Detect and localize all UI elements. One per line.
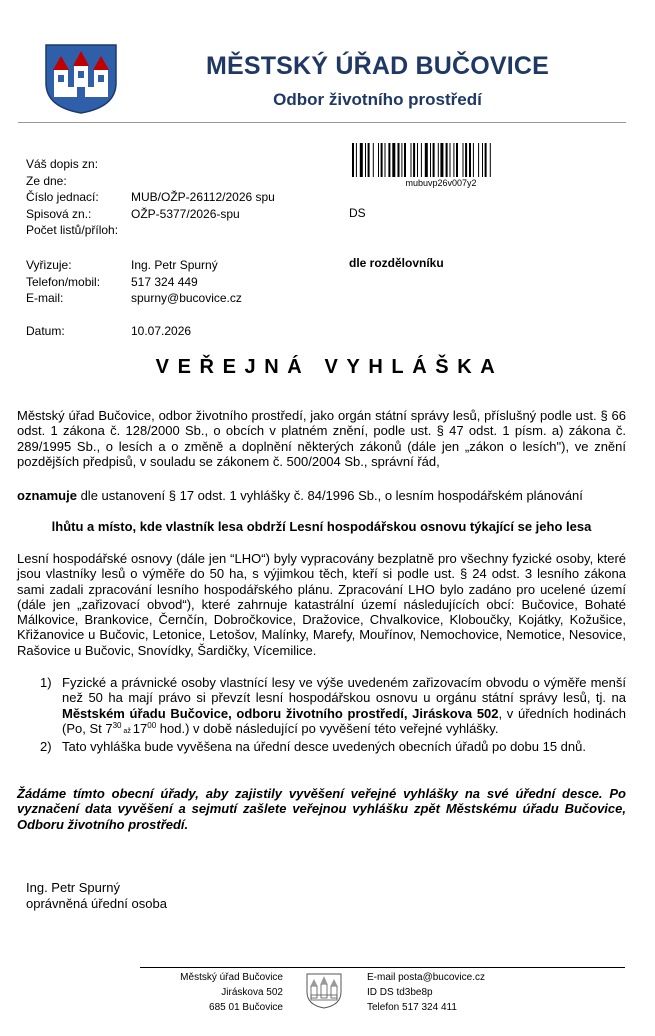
footer-phone: Telefon 517 324 411 bbox=[367, 1002, 457, 1013]
announcement-line bbox=[17, 488, 626, 503]
office-name: MĚSTSKÝ ÚŘAD BUČOVICE bbox=[205, 52, 550, 80]
footer-contacts bbox=[367, 970, 485, 1015]
label-sheet-count: Počet listů/příloh: bbox=[26, 223, 119, 238]
contact-values bbox=[131, 257, 242, 307]
department-name: Odbor životního prostředí bbox=[273, 90, 482, 109]
numbered-list bbox=[40, 675, 626, 754]
barcode-text: mubuvp26v007y2 bbox=[405, 178, 477, 188]
signatory-name: Ing. Petr Spurný bbox=[26, 880, 120, 895]
label-your-letter: Váš dopis zn: bbox=[26, 157, 99, 171]
footer-divider bbox=[140, 967, 625, 968]
intro-paragraph: Městský úřad Bučovice, odbor životního prostředí, jako orgán státní správy lesů, příslušný podle ust. § 66 odst. 1 zákona č. 128/2000 Sb., o obcích v platném znění, podle ust. § 47 odst. 1 písm. a) zákona č. 289/1995 Sb., o lesích a o změně a doplnění některých zákonů (dále jen „zákon o lesích"), ve znění pozdějších předpisů, v souladu se zákonem č. 500/2004 Sb., správní řád, bbox=[17, 408, 626, 469]
list-item bbox=[40, 675, 626, 739]
list-item bbox=[40, 739, 626, 754]
email: spurny@bucovice.cz bbox=[131, 291, 242, 306]
announce-verb: oznamuje bbox=[17, 488, 77, 503]
list-item-number: 2) bbox=[40, 739, 52, 755]
item1-hours-end: 17 bbox=[132, 720, 148, 736]
label-ref-number: Číslo jednací: bbox=[26, 190, 99, 205]
item1-hours-start: , v úředních hodinách (Po, St 7 bbox=[62, 705, 626, 736]
footer-data-box: ID DS td3be8p bbox=[367, 987, 433, 998]
file-number: OŽP-5377/2026-spu bbox=[131, 206, 240, 221]
town-crest-icon bbox=[44, 43, 118, 115]
town-crest-outline-icon bbox=[305, 972, 343, 1010]
item2-text: Tato vyhláška bude vyvěšena na úřední desce uvedených obecních úřadů po dobu 15 dnů. bbox=[62, 739, 586, 755]
item1-text: Fyzické a právnické osoby vlastnící lesy ve výše uvedeném zařizovacím obvodu o výměře menší než 50 ha mají právo si převzít lesní hospodářskou osnovu u orgánu státní správy lesů, tj. na bbox=[62, 675, 626, 706]
label-phone: Telefon/mobil: bbox=[26, 274, 101, 289]
announce-text: dle ustanovení § 17 odst. 1 vyhlášky č. 84/1996 Sb., o lesním hospodářském plánování bbox=[76, 488, 583, 503]
contact-labels bbox=[26, 257, 100, 307]
label-email: E-mail: bbox=[26, 291, 64, 306]
item1-text-end: hod.) v době následující po vyvěšení této veřejné vyhlášky. bbox=[156, 720, 499, 736]
label-dated: Ze dne: bbox=[26, 173, 67, 188]
item1-address: Městském úřadu Bučovice, odboru životního prostředí, Jiráskova 502 bbox=[62, 705, 499, 721]
footer-city: 685 01 Bučovice bbox=[209, 1002, 283, 1013]
item1-until: až bbox=[121, 727, 133, 735]
footer-email: E-mail posta@bucovice.cz bbox=[367, 972, 485, 983]
list-item-number: 1) bbox=[40, 675, 52, 690]
footer-office: Městský úřad Bučovice bbox=[180, 972, 283, 983]
subject-heading: lhůtu a místo, kde vlastník lesa obdrží Lesní hospodářskou osnovu týkající se jeho lesa bbox=[51, 519, 592, 534]
label-date: Datum: bbox=[26, 324, 65, 338]
ref-number: MUB/OŽP-26112/2026 spu bbox=[131, 190, 275, 204]
document-title: VEŘEJNÁ VYHLÁŠKA bbox=[155, 356, 504, 378]
label-handled-by: Vyřizuje: bbox=[26, 258, 72, 272]
phone: 517 324 449 bbox=[131, 274, 198, 289]
signatory-role: oprávněná úřední osoba bbox=[26, 896, 167, 911]
reference-values bbox=[131, 189, 275, 222]
footer-street: Jiráskova 502 bbox=[221, 987, 283, 998]
data-box-label: DS bbox=[349, 206, 366, 220]
header-divider bbox=[18, 122, 626, 123]
reference-labels bbox=[26, 156, 118, 239]
item1-minutes-start: 30 bbox=[112, 720, 122, 730]
document-date: 10.07.2026 bbox=[131, 324, 192, 338]
lho-paragraph: Lesní hospodářské osnovy (dále jen “LHO“) byly vypracovány bezplatně pro všechny fyzické osoby, které jsou vlastníky lesů o výměře do 50 ha, s výjimkou těch, kteří si podle ust. § 24 odst. 3 lesního zákona sami zadali zpracování lesního hospodářského plánu. Zpracování LHO bylo zadáno pro ucelené území (dále jen „zařizovací obvod“), které zahrnuje katastrální území následujících obcí: Bučovice, Bohaté Málkovice, Brankovice, Černčín, Dobročkovice, Dražovice, Chvalkovice, Kloboučky, Kojátky, Kožušice, Křižanovice u Bučovic, Letonice, Letošov, Malínky, Marefy, Mouřínov, Nemochovice, Nemotice, Nesovice, Rašovice u Bučovic, Snovídky, Šardičky, Vícemilice. bbox=[17, 551, 626, 658]
recipient-distribution: dle rozdělovníku bbox=[349, 256, 444, 270]
handled-by: Ing. Petr Spurný bbox=[131, 258, 218, 272]
barcode-icon bbox=[352, 143, 530, 177]
label-file-number: Spisová zn.: bbox=[26, 206, 92, 221]
footer-address bbox=[140, 970, 283, 1015]
request-paragraph: Žádáme tímto obecní úřady, aby zajistily vyvěšení veřejné vyhlášky na své úřední desce. Po vyznačení data vyvěšení a sejmutí zašlete veřejnou vyhlášku zpět Městskému úřadu Bučovice, Odboru životního prostředí. bbox=[17, 786, 626, 832]
item1-minutes-end: 00 bbox=[147, 720, 157, 730]
